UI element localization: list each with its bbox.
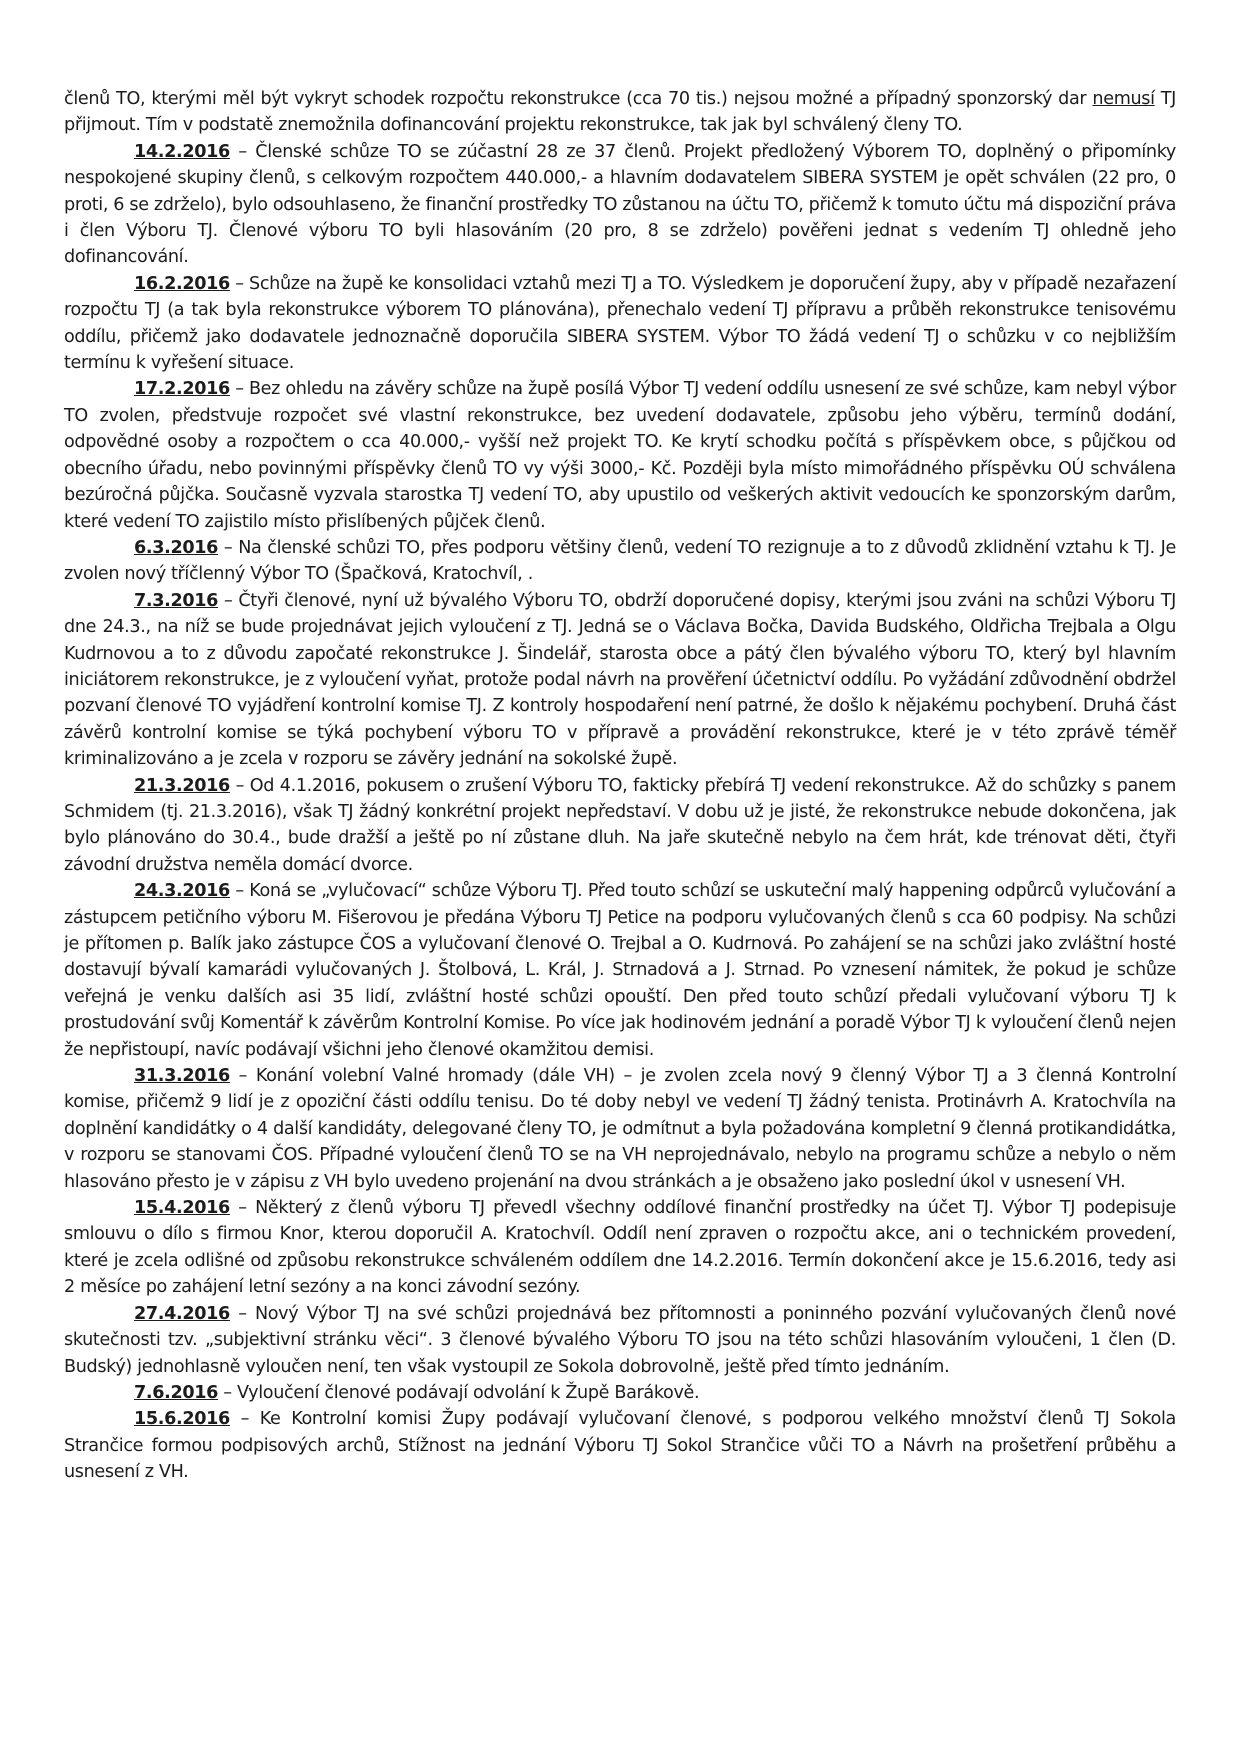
entry-date: 15.4.2016: [134, 1198, 230, 1219]
entry-text: – Ke Kontrolní komisi Župy podávají vylučovaní členové, s podporou velkého množství členů TJ Sokola Strančice formou podpisových archů, Stížnost na jednání Výboru TJ Sokol Strančice vůči TO a Návrh na prošetření průběhu a usnesení z VH.: [64, 1409, 1176, 1483]
entry-17-2-2016: [64, 376, 1176, 534]
entry-date: 14.2.2016: [134, 141, 230, 162]
entry-text: – Schůze na župě ke konsolidaci vztahů mezi TJ a TO. Výsledkem je doporučení župy, aby v případě nezařazení rozpočtu TJ (a tak byla rekonstrukce výborem TO plánována), přenechalo vedení TJ přípravu a průběh rekonstrukce tenisovému oddílu, přičemž jako dodavatele jednoznačně doporučila SIBERA SYSTEM. Výbor TO žádá vedení TJ o schůzku v co nejbližším termínu k vyřešení situace.: [64, 273, 1176, 374]
entry-text: – Členské schůze TO se zúčastní 28 ze 37 členů. Projekt předložený Výborem TO, doplněný o připomínky nespokojené skupiny členů, s celkovým rozpočtem 440.000,- a hlavním dodavatelem SIBERA SYSTEM je opět schválen (22 pro, 0 proti, 6 se zdrželo), bylo odsouhlaseno, že finanční prostředky TO zůstanou na účtu TO, přičemž k tomuto účtu má dispoziční práva i člen Výboru TJ. Členové výboru TO byli hlasováním (20 pro, 8 se zdrželo) pověřeni jednat s vedením TJ ohledně jeho dofinancování.: [64, 141, 1177, 268]
entry-7-3-2016: [64, 588, 1176, 773]
entry-date: 31.3.2016: [134, 1066, 230, 1087]
entry-date: 6.3.2016: [134, 537, 219, 558]
entry-text: – Na členské schůzi TO, přes podporu většiny členů, vedení TO rezignuje a to z důvodů zklidnění vztahu k TJ. Je zvolen nový tříčlenný Výbor TO (Špačková, Kratochvíl, .: [64, 537, 1176, 585]
entry-date: 16.2.2016: [134, 273, 230, 294]
intro-text-2: TJ přijmout. Tím v podstatě znemožnila dofinancování projektu rekonstrukce, tak jak byl schválený členy TO.: [64, 89, 1177, 136]
entry-21-3-2016: [64, 773, 1176, 879]
entry-27-4-2016: [64, 1301, 1176, 1380]
entry-text: – Nový Výbor TJ na své schůzi projednává bez přítomnosti a poninného pozvání vylučovaných členů nové skutečnosti tzv. „subjektivní stránku věci“. 3 členové bývalého Výboru TO jsou na této schůzi hlasováním vyloučeni, 1 člen (D. Budský) jednohlasně vyloučen není, ten však vystoupil ze Sokola dobrovolně, ještě před tímto jednáním.: [64, 1303, 1176, 1377]
entry-date: 15.6.2016: [134, 1409, 230, 1430]
intro-text-1: členů TO, kterými měl být vykryt schodek rozpočtu rekonstrukce (cca 70 tis.) nejsou možné a případný sponzorský dar: [64, 89, 1093, 109]
entry-16-2-2016: [64, 271, 1176, 377]
entry-text: – Od 4.1.2016, pokusem o zrušení Výboru TO, fakticky přebírá TJ vedení rekonstrukce. Až do schůzky s panem Schmidem (tj. 21.3.2016), však TJ žádný konkrétní projekt nepředstaví. V dobu už je jisté, že rekonstrukce nebude dokončena, jak bylo plánováno do 30.4., bude dražší a ještě po ní zůstane dluh. Na jaře skutečně nebylo na čem hrát, kde trénovat děti, čtyři závodní družstva neměla domácí dvorce.: [64, 775, 1176, 875]
entry-15-6-2016: [64, 1406, 1176, 1485]
entry-text: – Bez ohledu na závěry schůze na župě posílá Výbor TJ vedení oddílu usnesení ze své schůze, kam nebyl výbor TO zvolen, předstvuje rozpočet své vlastní rekonstrukce, bez uvedení dodavatele, způsobu jeho výběru, termínů dodání, odpovědné osoby a rozpočtem o cca 40.000,- vyšší než projekt TO. Ke krytí schodku počítá s příspěvkem obce, s půjčkou od obecního úřadu, nebo povinnými příspěvky členů TO vy výši 3000,- Kč. Později byla místo mimořádného příspěvku OÚ schválena bezúročná půjčka. Současně vyzvala starostka TJ vedení TO, aby upustilo od veškerých aktivit vedoucích ke sponzorským darům, které vedení TO zajistilo místo přislíbených půjček členů.: [64, 379, 1176, 532]
entry-text: – Konání volební Valné hromady (dále VH) – je zvolen zcela nový 9 členný Výbor TJ a 3 členná Kontrolní komise, přičemž 9 lidí je z opoziční části oddílu tenisu. Do té doby nebyl ve vedení TJ žádný tenista. Protinávrh A. Kratochvíla na doplnění kandidátky o 4 další kandidáty, delegované členy TO, je odmítnut a byla požadována kompletní 9 členná protikandidátka, v rozporu se stanovami ČOS. Případné vyloučení členů TO se na VH neprojednávalo, nebylo na programu schůze a nebylo o něm hlasováno přesto je v zápisu z VH bylo uvedeno projenání na dvou stránkách a je obsaženo jako poslední úkol v usnesení VH.: [64, 1066, 1176, 1192]
entry-14-2-2016: [64, 139, 1176, 271]
entry-text: – Čtyři členové, nyní už bývalého Výboru TO, obdrží doporučené dopisy, kterými jsou zváni na schůzi Výboru TJ dne 24.3., na níž se bude projednávat jejich vyloučení z TJ. Jedná se o Václava Bočka, Davida Budského, Oldřicha Trejbala a Olgu Kudrnovou a to z důvodu započaté rekonstrukce J. Šindelář, starosta obce a pátý člen bývalého výboru TO, který byl hlavním iniciátorem rekonstrukce, je z vyloučení vyňat, protože podal návrh na prověření účetnictví oddílu. Po vyžádání zdůvodnění obdržel pozvaní členové TO vyjádření kontrolní komise TJ. Z kontroly hospodaření není patrné, že došlo k nějakému pochybení. Druhá část závěrů kontrolní komise se týká pochybení výboru TO v přípravě a provádění rekonstrukce, které je v této zprávě téměř kriminalizováno a je zcela v rozporu se závěry jednání na sokolské župě.: [64, 590, 1176, 770]
entry-date: 17.2.2016: [134, 379, 230, 400]
intro-paragraph: [64, 86, 1176, 139]
entry-31-3-2016: [64, 1063, 1176, 1195]
entry-date: 7.3.2016: [134, 590, 219, 611]
entry-7-6-2016: [64, 1380, 1176, 1406]
entry-text: – Některý z členů výboru TJ převedl všechny oddílové finanční prostředky na účet TJ. Výbor TJ podepisuje smlouvu o dílo s firmou Knor, kterou doporučil A. Kratochvíl. Oddíl není zpraven o rozpočtu akce, ani o technickém provedení, které je zcela odlišné od způsobu rekonstrukce schváleném oddílem dne 14.2.2016. Termín dokončení akce je 15.6.2016, tedy asi 2 měsíce po zahájení letní sezóny a na konci závodní sezóny.: [64, 1198, 1176, 1298]
entry-date: 24.3.2016: [134, 881, 230, 902]
entry-15-4-2016: [64, 1195, 1176, 1301]
entry-date: 21.3.2016: [134, 775, 230, 796]
document-body: [64, 86, 1176, 1486]
entry-text: – Vyloučení členové podávají odvolání k Župě Barákově.: [218, 1382, 700, 1403]
entry-6-3-2016: [64, 535, 1176, 588]
entry-24-3-2016: [64, 878, 1176, 1063]
intro-underlined-word: nemusí: [1092, 89, 1155, 109]
entry-text: – Koná se „vylučovací“ schůze Výboru TJ. Před touto schůzí se uskuteční malý happening odpůrců vylučování a zástupcem petičního výboru M. Fišerovou je předána Výboru TJ Petice na podporu vylučovaných členů s cca 60 podpisy. Na schůzi je přítomen p. Balík jako zástupce ČOS a vylučovaní členové O. Trejbal a O. Kudrnová. Po zahájení se na schůzi jako zvláštní hosté dostavují bývalí kamarádi vylučovaných J. Štolbová, L. Král, J. Strnadová a J. Strnad. Po vznesení námitek, že pokud je schůze veřejná je venku dalších asi 35 lidí, zvláštní hosté schůzi opouští. Den před touto schůzí předali vylučovaní výboru TJ k prostudování svůj Komentář k závěrům Kontrolní Komise. Po více jak hodinovém jednání a poradě Výbor TJ k vyloučení členů nejen že nepřistoupí, navíc podávají všichni jeho členové okamžitou demisi.: [64, 881, 1176, 1060]
entry-date: 27.4.2016: [134, 1303, 230, 1324]
entry-date: 7.6.2016: [134, 1382, 219, 1403]
